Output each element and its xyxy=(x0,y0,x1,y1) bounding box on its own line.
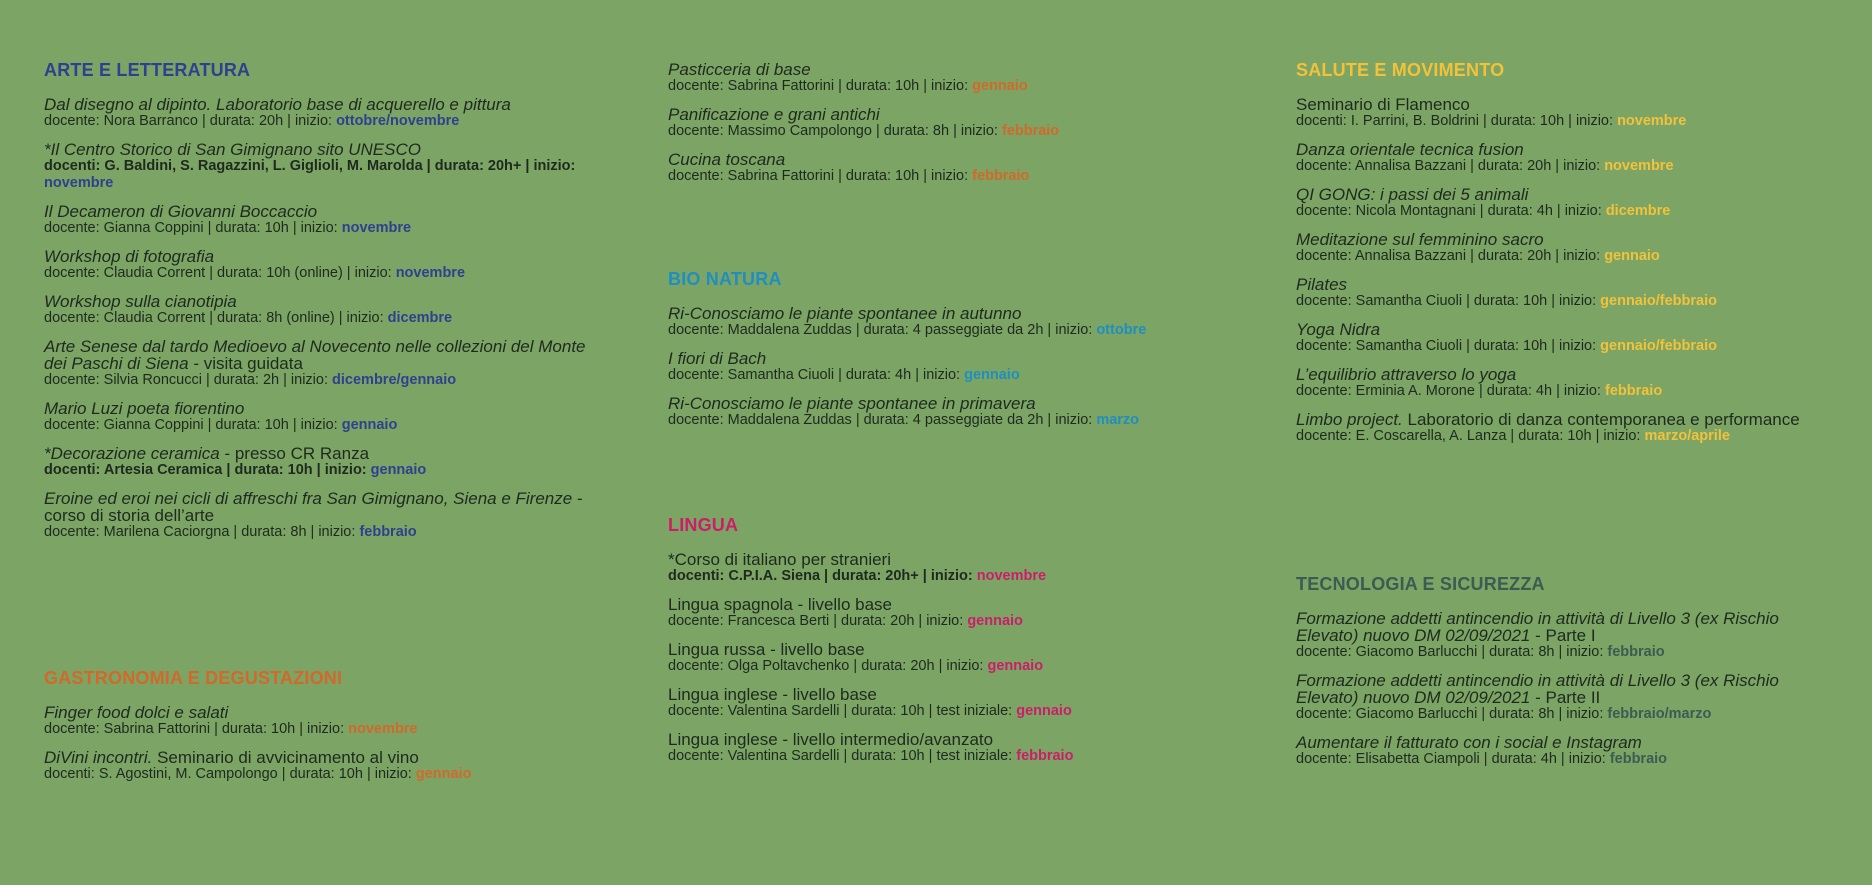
section-gastronomia-continued xyxy=(668,61,1248,196)
course-list xyxy=(44,96,604,541)
course-title xyxy=(668,305,1248,322)
course-item xyxy=(668,395,1248,429)
course-title xyxy=(1296,610,1836,644)
course-info: docente: Claudia Corrent | durata: 10h (online) | inizio: xyxy=(44,265,396,281)
course-title-text: Pasticceria di base xyxy=(668,60,811,79)
course-start-month: novembre xyxy=(395,265,466,281)
course-title-text: Mario Luzi poeta fiorentino xyxy=(44,399,245,418)
course-details xyxy=(44,766,604,783)
course-start-month: gennaio xyxy=(1016,703,1072,719)
course-details xyxy=(44,310,604,327)
course-details xyxy=(1296,751,1836,768)
course-info: docente: Sabrina Fattorini | durata: 10h | inizio: xyxy=(668,78,973,94)
course-item xyxy=(668,551,1248,585)
section-heading: ARTE E LETTERATURA xyxy=(44,60,251,80)
course-item xyxy=(44,704,604,738)
course-title-suffix: - corso di storia dell’arte xyxy=(44,489,583,525)
course-details xyxy=(668,568,1248,585)
course-item xyxy=(44,96,604,130)
course-item xyxy=(44,293,604,327)
course-start-month: gennaio xyxy=(972,78,1028,94)
course-details xyxy=(668,703,1248,720)
course-title-text: Meditazione sul femminino sacro xyxy=(1296,230,1544,249)
course-start-month: gennaio xyxy=(987,658,1044,674)
course-title-text: Aumentare il fatturato con i social e Instagram xyxy=(1296,733,1642,752)
course-details xyxy=(44,417,604,434)
course-details xyxy=(668,412,1248,429)
course-title-suffix: Seminario di avvicinamento al vino xyxy=(152,748,419,767)
course-info: docente: E. Coscarella, A. Lanza | durata: 10h | inizio: xyxy=(1296,428,1645,444)
course-title xyxy=(1296,672,1836,706)
course-details xyxy=(1296,158,1836,175)
course-title-text: Formazione addetti antincendio in attività di Livello 3 (ex Rischio Elevato) nuovo DM 02/09/2021 xyxy=(1296,671,1779,707)
course-item xyxy=(668,731,1248,765)
course-start-month: febbraio xyxy=(972,168,1030,184)
course-title xyxy=(668,61,1248,78)
course-item xyxy=(1296,610,1836,661)
course-title xyxy=(1296,96,1836,113)
course-title-text: Arte Senese dal tardo Medioevo al Novecento nelle collezioni del Monte dei Paschi di Siena xyxy=(44,337,586,373)
course-title xyxy=(1296,276,1836,293)
course-start-month: febbraio xyxy=(1001,123,1060,139)
course-info: docente: Annalisa Bazzani | durata: 20h | inizio: xyxy=(1296,158,1605,174)
course-title-text: Lingua inglese - livello intermedio/avanzato xyxy=(668,730,994,749)
course-title-suffix: - Parte I xyxy=(1530,626,1596,645)
course-details xyxy=(44,220,604,237)
course-start-month: novembre xyxy=(44,175,114,191)
course-item xyxy=(1296,276,1836,310)
section-heading: LINGUA xyxy=(668,515,739,535)
course-info: docenti: C.P.I.A. Siena | durata: 20h+ | inizio: xyxy=(668,568,977,584)
course-info: docente: Erminia A. Morone | durata: 4h | inizio: xyxy=(1296,383,1605,399)
course-title xyxy=(44,141,604,158)
course-title xyxy=(44,445,604,462)
course-title-text: Panificazione e grani antichi xyxy=(668,105,880,124)
course-title-text: I fiori di Bach xyxy=(668,349,767,368)
course-details xyxy=(1296,113,1836,130)
course-title-text: Pilates xyxy=(1296,275,1348,294)
course-info: docente: Maddalena Zuddas | durata: 4 passeggiate da 2h | inizio: xyxy=(668,322,1097,338)
section-lingua xyxy=(668,515,1248,776)
course-info: docente: Giacomo Barlucchi | durata: 8h | inizio: xyxy=(1296,706,1608,722)
course-title xyxy=(44,96,604,113)
course-start-month: ottobre xyxy=(1096,322,1147,338)
course-start-month: novembre xyxy=(1617,113,1687,129)
course-title-text: *Corso di italiano per stranieri xyxy=(668,550,891,569)
course-info: docente: Francesca Berti | durata: 20h | inizio: xyxy=(668,613,968,629)
course-start-month: gennaio xyxy=(370,462,427,478)
course-item xyxy=(668,305,1248,339)
course-start-month: gennaio/febbraio xyxy=(1600,293,1717,309)
course-title xyxy=(668,395,1248,412)
course-details xyxy=(1296,293,1836,310)
course-item xyxy=(1296,231,1836,265)
course-info: docente: Valentina Sardelli | durata: 10h | test iniziale: xyxy=(668,748,1017,764)
course-title xyxy=(44,338,604,372)
course-title xyxy=(668,106,1248,123)
course-start-month: novembre xyxy=(976,568,1047,584)
course-start-month: gennaio xyxy=(1604,248,1660,264)
course-details xyxy=(44,721,604,738)
course-start-month: gennaio xyxy=(415,766,472,782)
course-item xyxy=(44,749,604,783)
course-details xyxy=(668,322,1248,339)
course-title xyxy=(1296,411,1836,428)
course-title xyxy=(1296,231,1836,248)
course-title-text: Il Decameron di Giovanni Boccaccio xyxy=(44,202,318,221)
course-title xyxy=(44,400,604,417)
course-start-month: marzo xyxy=(1096,412,1140,428)
course-item xyxy=(668,151,1248,185)
course-info: docenti: G. Baldini, S. Ragazzini, L. Giglioli, M. Marolda | durata: 20h+ | inizio: xyxy=(44,158,576,174)
course-details xyxy=(1296,383,1836,400)
course-info: docente: Gianna Coppini | durata: 10h | inizio: xyxy=(44,220,342,236)
course-start-month: ottobre/novembre xyxy=(336,113,460,129)
course-title xyxy=(44,749,604,766)
course-title-text: Formazione addetti antincendio in attività di Livello 3 (ex Rischio Elevato) nuovo DM 02/09/2021 xyxy=(1296,609,1779,645)
course-item xyxy=(1296,411,1836,445)
course-info: docente: Giacomo Barlucchi | durata: 8h | inizio: xyxy=(1296,644,1608,660)
course-title xyxy=(44,490,604,524)
course-title-text: L’equilibrio attraverso lo yoga xyxy=(1296,365,1517,384)
course-info: docente: Samantha Ciuoli | durata: 4h | inizio: xyxy=(668,367,965,383)
course-start-month: febbraio xyxy=(1016,748,1074,764)
course-info: docente: Samantha Ciuoli | durata: 10h | inizio: xyxy=(1296,293,1601,309)
course-title xyxy=(668,731,1248,748)
course-info: docente: Massimo Campolongo | durata: 8h | inizio: xyxy=(668,123,1002,139)
course-list xyxy=(1296,610,1836,768)
course-item xyxy=(668,106,1248,140)
course-details xyxy=(668,748,1248,765)
course-item xyxy=(668,686,1248,720)
course-item xyxy=(44,338,604,389)
course-details xyxy=(1296,338,1836,355)
course-item xyxy=(668,61,1248,95)
course-item xyxy=(44,400,604,434)
course-start-month: dicembre xyxy=(387,310,453,326)
course-info: docente: Nicola Montagnani | durata: 4h | inizio: xyxy=(1296,203,1606,219)
course-details xyxy=(668,78,1248,95)
course-title-text: DiVini incontri. xyxy=(44,748,153,767)
section-gastronomia xyxy=(44,668,604,794)
course-title-text: QI GONG: i passi dei 5 animali xyxy=(1296,185,1529,204)
course-title xyxy=(668,151,1248,168)
course-title xyxy=(1296,186,1836,203)
course-details xyxy=(668,367,1248,384)
course-start-month: gennaio xyxy=(964,367,1020,383)
course-item xyxy=(44,248,604,282)
course-info: docente: Claudia Corrent | durata: 8h (online) | inizio: xyxy=(44,310,388,326)
course-item xyxy=(1296,321,1836,355)
course-title xyxy=(1296,734,1836,751)
course-info: docente: Valentina Sardelli | durata: 10h | test iniziale: xyxy=(668,703,1017,719)
course-info: docente: Silvia Roncucci | durata: 2h | inizio: xyxy=(44,372,333,388)
course-start-month: febbraio/marzo xyxy=(1607,706,1712,722)
course-details xyxy=(44,158,604,192)
course-details xyxy=(668,168,1248,185)
course-title-text: Danza orientale tecnica fusion xyxy=(1296,140,1524,159)
course-start-month: novembre xyxy=(1604,158,1674,174)
course-info: docente: Sabrina Fattorini | durata: 10h | inizio: xyxy=(44,721,349,737)
section-bio xyxy=(668,269,1248,440)
course-start-month: febbraio xyxy=(1604,383,1663,399)
course-title-suffix: - presso CR Ranza xyxy=(219,444,370,463)
course-details xyxy=(1296,428,1836,445)
course-info: docente: Annalisa Bazzani | durata: 20h | inizio: xyxy=(1296,248,1605,264)
course-start-month: febbraio xyxy=(1607,644,1665,660)
course-title xyxy=(44,203,604,220)
course-title-text: *Il Centro Storico di San Gimignano sito UNESCO xyxy=(44,140,421,159)
course-item xyxy=(44,141,604,192)
course-title-text: Ri-Conosciamo le piante spontanee in primavera xyxy=(668,394,1036,413)
course-list xyxy=(668,61,1248,185)
course-list xyxy=(1296,96,1836,445)
section-heading: GASTRONOMIA E DEGUSTAZIONI xyxy=(44,668,343,688)
course-list xyxy=(668,551,1248,765)
course-title xyxy=(1296,141,1836,158)
course-start-month: novembre xyxy=(348,721,418,737)
section-salute xyxy=(1296,60,1836,456)
course-title xyxy=(668,596,1248,613)
course-title xyxy=(1296,366,1836,383)
course-details xyxy=(1296,706,1836,723)
course-item xyxy=(668,350,1248,384)
course-title-text: Lingua russa - livello base xyxy=(668,640,865,659)
course-start-month: dicembre/gennaio xyxy=(332,372,457,388)
course-item xyxy=(1296,141,1836,175)
course-details xyxy=(1296,248,1836,265)
course-title xyxy=(668,350,1248,367)
course-title xyxy=(668,641,1248,658)
course-title-text: Dal disegno al dipinto. Laboratorio base di acquerello e pittura xyxy=(44,95,511,114)
course-title xyxy=(668,551,1248,568)
course-title-text: Lingua spagnola - livello base xyxy=(668,595,892,614)
course-title xyxy=(668,686,1248,703)
section-heading: SALUTE E MOVIMENTO xyxy=(1296,60,1505,80)
course-title-text: Finger food dolci e salati xyxy=(44,703,229,722)
course-info: docenti: Artesia Ceramica | durata: 10h | inizio: xyxy=(44,462,371,478)
course-title-text: Yoga Nidra xyxy=(1296,320,1381,339)
course-list xyxy=(668,305,1248,429)
course-item xyxy=(1296,186,1836,220)
course-info: docente: Sabrina Fattorini | durata: 10h | inizio: xyxy=(668,168,973,184)
course-title-text: Workshop di fotografia xyxy=(44,247,215,266)
course-info: docenti: S. Agostini, M. Campolongo | durata: 10h | inizio: xyxy=(44,766,416,782)
course-details xyxy=(1296,644,1836,661)
course-item xyxy=(44,203,604,237)
course-title-text: Seminario di Flamenco xyxy=(1296,95,1470,114)
course-title-text: Workshop sulla cianotipia xyxy=(44,292,237,311)
course-item xyxy=(44,490,604,541)
course-info: docenti: I. Parrini, B. Boldrini | durata: 10h | inizio: xyxy=(1296,113,1618,129)
course-start-month: novembre xyxy=(341,220,412,236)
course-start-month: gennaio xyxy=(967,613,1023,629)
course-start-month: gennaio/febbraio xyxy=(1600,338,1717,354)
course-details xyxy=(44,372,604,389)
course-details xyxy=(668,123,1248,140)
course-info: docente: Gianna Coppini | durata: 10h | inizio: xyxy=(44,417,342,433)
course-title xyxy=(44,293,604,310)
course-info: docente: Marilena Caciorgna | durata: 8h | inizio: xyxy=(44,524,360,540)
course-item xyxy=(1296,672,1836,723)
course-start-month: febbraio xyxy=(1609,751,1668,767)
course-item xyxy=(44,445,604,479)
course-title-text: Limbo project. xyxy=(1296,410,1403,429)
course-details xyxy=(668,613,1248,630)
course-info: docente: Maddalena Zuddas | durata: 4 passeggiate da 2h | inizio: xyxy=(668,412,1097,428)
course-details xyxy=(44,265,604,282)
course-details xyxy=(1296,203,1836,220)
course-title-text: *Decorazione ceramica xyxy=(44,444,220,463)
course-title-suffix: - visita guidata xyxy=(188,354,303,373)
course-details xyxy=(44,462,604,479)
section-tecnologia xyxy=(1296,574,1836,779)
course-info: docente: Nora Barranco | durata: 20h | inizio: xyxy=(44,113,337,129)
course-list xyxy=(44,704,604,783)
course-start-month: febbraio xyxy=(359,524,417,540)
course-item xyxy=(668,641,1248,675)
course-title-suffix: - Parte II xyxy=(1530,688,1601,707)
course-details xyxy=(668,658,1248,675)
course-info: docente: Olga Poltavchenko | durata: 20h | inizio: xyxy=(668,658,988,674)
course-title-text: Ri-Conosciamo le piante spontanee in autunno xyxy=(668,304,1022,323)
course-item xyxy=(1296,366,1836,400)
course-title xyxy=(44,248,604,265)
course-title xyxy=(1296,321,1836,338)
course-info: docente: Samantha Ciuoli | durata: 10h | inizio: xyxy=(1296,338,1601,354)
course-item xyxy=(668,596,1248,630)
section-arte xyxy=(44,60,604,552)
course-title xyxy=(44,704,604,721)
course-title-text: Eroine ed eroi nei cicli di affreschi fra San Gimignano, Siena e Firenze xyxy=(44,489,573,508)
course-details xyxy=(44,524,604,541)
section-heading: TECNOLOGIA E SICUREZZA xyxy=(1296,574,1545,594)
course-title-text: Cucina toscana xyxy=(668,150,786,169)
course-start-month: gennaio xyxy=(341,417,398,433)
course-title-text: Lingua inglese - livello base xyxy=(668,685,877,704)
course-details xyxy=(44,113,604,130)
course-title-suffix: Laboratorio di danza contemporanea e performance xyxy=(1402,410,1800,429)
course-item xyxy=(1296,734,1836,768)
course-info: docente: Elisabetta Ciampoli | durata: 4h | inizio: xyxy=(1296,751,1610,767)
course-start-month: marzo/aprile xyxy=(1644,428,1730,444)
course-start-month: dicembre xyxy=(1605,203,1671,219)
section-heading: BIO NATURA xyxy=(668,269,782,289)
course-item xyxy=(1296,96,1836,130)
